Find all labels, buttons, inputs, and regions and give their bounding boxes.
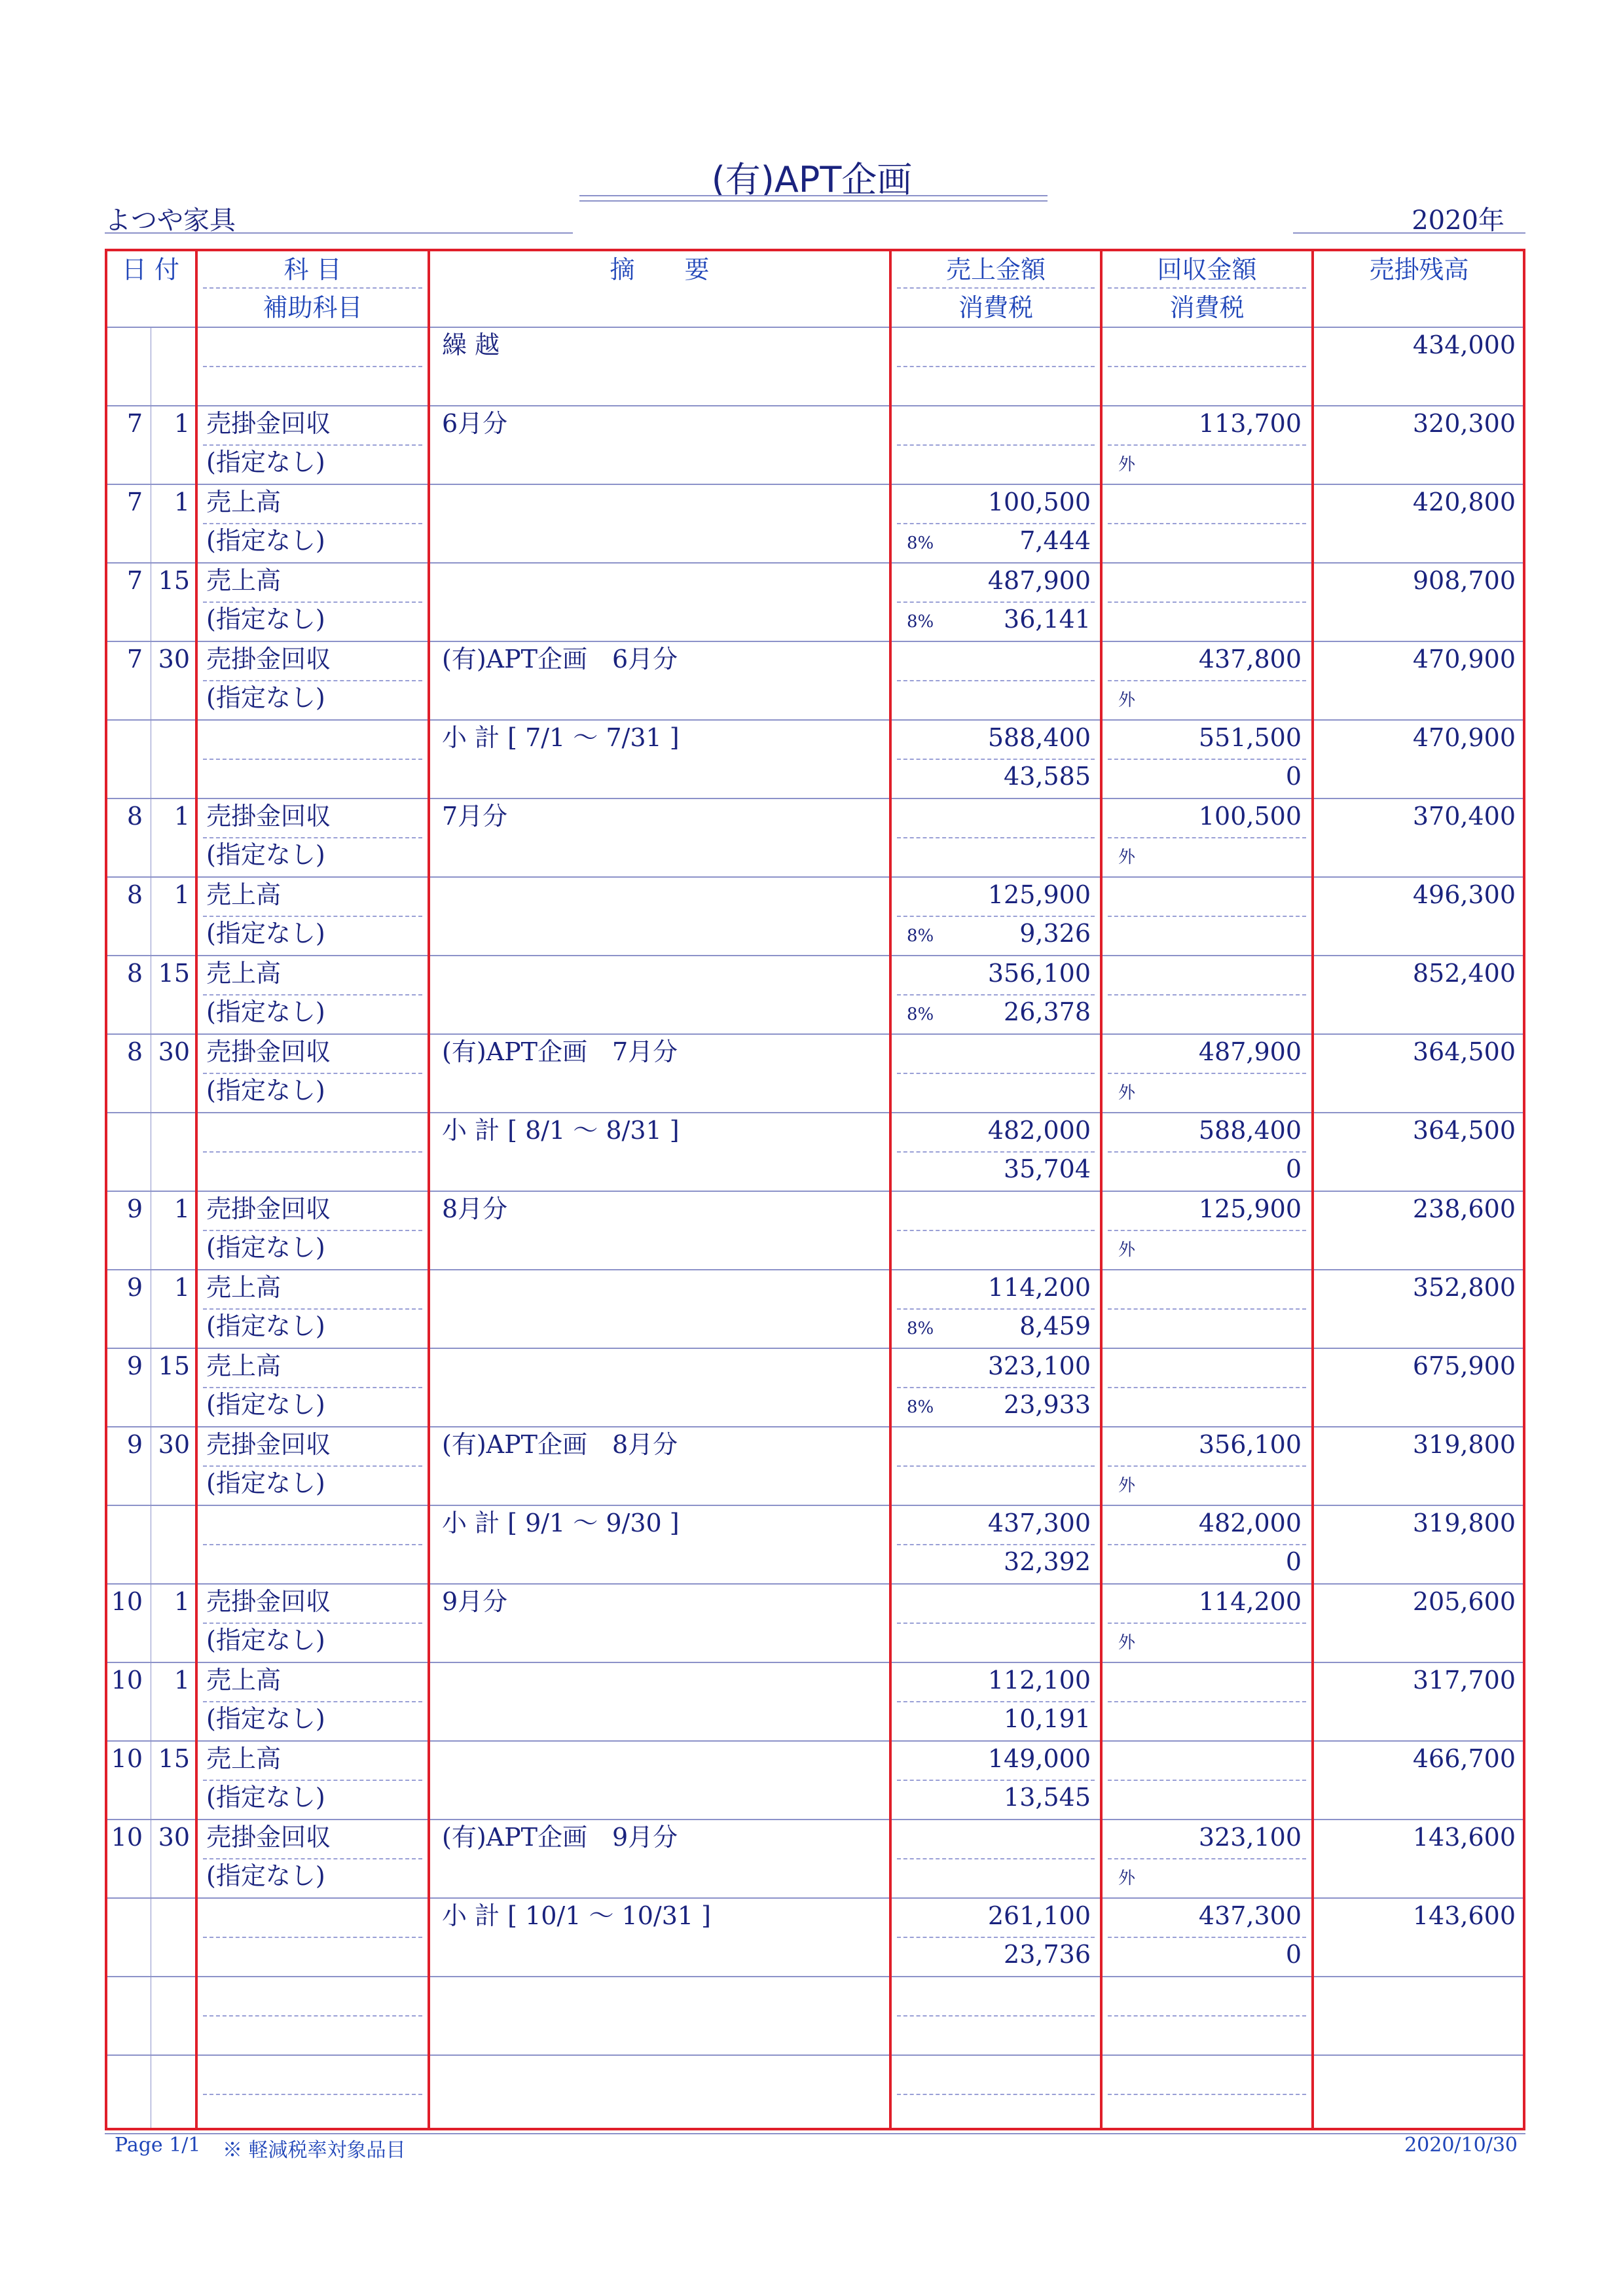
entry-collection-note: 外 <box>1118 691 1136 710</box>
entry-sales: 482,000 <box>987 1116 1091 1145</box>
document-title: (有)APT企画 <box>711 159 913 200</box>
company-name: よつや家具 <box>105 206 236 236</box>
entry-sales-tax: 35,704 <box>1004 1155 1091 1183</box>
entry-day: 1 <box>173 1273 190 1302</box>
row-dash <box>203 2094 422 2095</box>
header-sales-tax: 消費税 <box>958 293 1033 322</box>
entry-collection: 125,900 <box>1198 1194 1302 1223</box>
entry-description: 繰 越 <box>442 331 500 359</box>
entry-sales-tax: 7,444 <box>1019 526 1091 555</box>
row-dash <box>1108 1387 1306 1388</box>
entry-sales: 588,400 <box>987 723 1091 752</box>
row-dash <box>897 1858 1095 1859</box>
entry-month: 8 <box>126 1037 143 1066</box>
header-date: 日 付 <box>121 255 180 284</box>
header-collection: 回収金額 <box>1157 255 1257 284</box>
entry-balance: 319,800 <box>1412 1509 1516 1537</box>
entry-collection-tax: 0 <box>1285 1547 1302 1576</box>
row-dash <box>1108 2015 1306 2017</box>
header-dash <box>897 287 1095 289</box>
entry-day: 30 <box>158 1430 190 1459</box>
entry-account: 売上高 <box>206 1744 282 1773</box>
entry-account: 売上高 <box>206 488 282 516</box>
entry-collection-note: 外 <box>1118 1633 1136 1653</box>
entry-collection: 113,700 <box>1198 409 1302 438</box>
entry-account: 売上高 <box>206 566 282 595</box>
entry-collection-note: 外 <box>1118 848 1136 867</box>
entry-balance: 496,300 <box>1412 880 1516 909</box>
entry-account: 売上高 <box>206 1273 282 1302</box>
entry-month: 10 <box>111 1587 143 1616</box>
entry-description: (有)APT企画 8月分 <box>442 1430 678 1459</box>
entry-account: 売掛金回収 <box>206 1430 331 1459</box>
entry-day: 15 <box>158 1744 190 1773</box>
entry-day: 1 <box>173 1666 190 1695</box>
entry-month: 7 <box>126 409 143 438</box>
entry-collection: 100,500 <box>1198 802 1302 831</box>
entry-day: 30 <box>158 1037 190 1066</box>
entry-sub-account: (指定なし) <box>206 1469 325 1498</box>
entry-sales-tax: 32,392 <box>1004 1547 1091 1576</box>
row-dash <box>1108 523 1306 524</box>
entry-month: 10 <box>111 1666 143 1695</box>
company-rule <box>105 232 573 234</box>
entry-balance: 143,600 <box>1412 1901 1516 1930</box>
entry-day: 1 <box>173 409 190 438</box>
title-rule <box>579 195 1048 196</box>
entry-sales-tax: 26,378 <box>1004 997 1091 1026</box>
entry-sales-tax: 8,459 <box>1019 1312 1091 1340</box>
header-collection-tax: 消費税 <box>1169 293 1245 322</box>
row-dash <box>203 2015 422 2017</box>
header-dash <box>203 287 422 289</box>
entry-collection: 437,800 <box>1198 645 1302 673</box>
entry-day: 15 <box>158 566 190 595</box>
entry-balance: 319,800 <box>1412 1430 1516 1459</box>
column-divider <box>428 249 430 2130</box>
entry-sales: 437,300 <box>987 1509 1091 1537</box>
entry-balance: 352,800 <box>1412 1273 1516 1302</box>
entry-description: (有)APT企画 6月分 <box>442 645 678 673</box>
entry-collection-note: 外 <box>1118 1476 1136 1496</box>
entry-sales: 112,100 <box>987 1666 1091 1695</box>
entry-month: 10 <box>111 1744 143 1773</box>
entry-description: 8月分 <box>442 1194 508 1223</box>
entry-sub-account: (指定なし) <box>206 683 325 712</box>
year-rule <box>1293 232 1525 234</box>
entry-account: 売上高 <box>206 1666 282 1695</box>
entry-day: 1 <box>173 488 190 516</box>
entry-balance: 470,900 <box>1412 723 1516 752</box>
entry-tax-rate: 8% <box>907 926 934 946</box>
row-dash <box>1108 1623 1306 1624</box>
entry-balance: 470,900 <box>1412 645 1516 673</box>
entry-sub-account: (指定なし) <box>206 526 325 555</box>
entry-description: (有)APT企画 7月分 <box>442 1037 678 1066</box>
header-dash <box>1108 287 1306 289</box>
row-dash <box>897 2094 1095 2095</box>
entry-day: 1 <box>173 1194 190 1223</box>
entry-collection-note: 外 <box>1118 1869 1136 1888</box>
header-sales: 売上金額 <box>945 255 1046 284</box>
entry-day: 30 <box>158 645 190 673</box>
entry-description: (有)APT企画 9月分 <box>442 1823 678 1852</box>
entry-sales: 487,900 <box>987 566 1091 595</box>
entry-description: 小 計 [ 7/1 ～ 7/31 ] <box>442 723 680 752</box>
entry-balance: 466,700 <box>1412 1744 1516 1773</box>
entry-collection: 551,500 <box>1198 723 1302 752</box>
entry-collection-tax: 0 <box>1285 1155 1302 1183</box>
entry-account: 売掛金回収 <box>206 645 331 673</box>
row-dash <box>897 680 1095 681</box>
entry-collection-note: 外 <box>1118 1083 1136 1103</box>
row-dash <box>897 2015 1095 2017</box>
row-dash <box>1108 1230 1306 1231</box>
entry-sub-account: (指定なし) <box>206 605 325 634</box>
row-dash <box>203 1151 422 1153</box>
entry-month: 9 <box>126 1430 143 1459</box>
entry-collection: 114,200 <box>1198 1587 1302 1616</box>
entry-sub-account: (指定なし) <box>206 1861 325 1890</box>
entry-sub-account: (指定なし) <box>206 448 325 476</box>
entry-collection: 588,400 <box>1198 1116 1302 1145</box>
entry-sub-account: (指定なし) <box>206 1626 325 1655</box>
entry-tax-rate: 8% <box>907 1005 934 1024</box>
entry-month: 10 <box>111 1823 143 1852</box>
entry-day: 30 <box>158 1823 190 1852</box>
row-dash <box>897 1465 1095 1467</box>
entry-description: 9月分 <box>442 1587 508 1616</box>
entry-sales-tax: 43,585 <box>1004 762 1091 791</box>
row-dash <box>1108 1701 1306 1702</box>
entry-month: 8 <box>126 959 143 988</box>
row-dash <box>1108 994 1306 996</box>
entry-account: 売掛金回収 <box>206 1037 331 1066</box>
entry-sales: 261,100 <box>987 1901 1091 1930</box>
entry-month: 7 <box>126 488 143 516</box>
entry-description: 小 計 [ 8/1 ～ 8/31 ] <box>442 1116 680 1145</box>
row-dash <box>1108 1780 1306 1781</box>
row-dash <box>1108 2094 1306 2095</box>
row-dash <box>203 1937 422 1938</box>
header-sub-account: 補助科目 <box>263 293 363 322</box>
column-divider <box>889 249 892 2130</box>
row-dash <box>1108 680 1306 681</box>
row-dash <box>1108 366 1306 367</box>
entry-day: 15 <box>158 1352 190 1380</box>
entry-sales-tax: 9,326 <box>1019 919 1091 948</box>
entry-collection-note: 外 <box>1118 1240 1136 1260</box>
entry-account: 売掛金回収 <box>206 1823 331 1852</box>
row-dash <box>203 759 422 760</box>
entry-month: 7 <box>126 566 143 595</box>
entry-account: 売上高 <box>206 959 282 988</box>
row-dash <box>1108 601 1306 603</box>
row-dash <box>1108 1308 1306 1310</box>
entry-tax-rate: 8% <box>907 1319 934 1338</box>
entry-balance: 852,400 <box>1412 959 1516 988</box>
header-balance: 売掛残高 <box>1369 255 1469 284</box>
entry-description: 6月分 <box>442 409 508 438</box>
entry-sales-tax: 23,933 <box>1004 1390 1091 1419</box>
page-number: Page 1/1 <box>115 2134 201 2157</box>
entry-sub-account: (指定なし) <box>206 1390 325 1419</box>
entry-sales-tax: 10,191 <box>1004 1704 1091 1733</box>
entry-sales: 149,000 <box>987 1744 1091 1773</box>
entry-sub-account: (指定なし) <box>206 1312 325 1340</box>
entry-sub-account: (指定なし) <box>206 1233 325 1262</box>
entry-balance: 317,700 <box>1412 1666 1516 1695</box>
row-dash <box>203 366 422 367</box>
entry-balance: 205,600 <box>1412 1587 1516 1616</box>
entry-sales: 125,900 <box>987 880 1091 909</box>
entry-sales-tax: 13,545 <box>1004 1783 1091 1812</box>
entry-sub-account: (指定なし) <box>206 1704 325 1733</box>
entry-account: 売掛金回収 <box>206 802 331 831</box>
row-dash <box>897 1073 1095 1074</box>
entry-month: 9 <box>126 1194 143 1223</box>
entry-sales: 323,100 <box>987 1352 1091 1380</box>
entry-collection: 356,100 <box>1198 1430 1302 1459</box>
entry-sales: 356,100 <box>987 959 1091 988</box>
header-description: 摘 要 <box>610 255 710 284</box>
title-rule <box>579 200 1048 202</box>
row-dash <box>897 1230 1095 1231</box>
column-divider <box>195 249 198 2130</box>
entry-balance: 370,400 <box>1412 802 1516 831</box>
column-divider <box>1100 249 1103 2130</box>
entry-sub-account: (指定なし) <box>206 919 325 948</box>
entry-collection: 487,900 <box>1198 1037 1302 1066</box>
entry-sales: 114,200 <box>987 1273 1091 1302</box>
entry-day: 1 <box>173 802 190 831</box>
entry-month: 7 <box>126 645 143 673</box>
entry-account: 売掛金回収 <box>206 1194 331 1223</box>
entry-account: 売掛金回収 <box>206 409 331 438</box>
entry-collection: 437,300 <box>1198 1901 1302 1930</box>
entry-month: 9 <box>126 1352 143 1380</box>
row-dash <box>897 444 1095 446</box>
entry-balance: 238,600 <box>1412 1194 1516 1223</box>
ledger-table <box>105 249 1525 2130</box>
entry-month: 9 <box>126 1273 143 1302</box>
entry-description: 小 計 [ 9/1 ～ 9/30 ] <box>442 1509 680 1537</box>
entry-balance: 434,000 <box>1412 331 1516 359</box>
entry-month: 8 <box>126 880 143 909</box>
entry-sales-tax: 36,141 <box>1004 605 1091 634</box>
entry-month: 8 <box>126 802 143 831</box>
entry-description: 小 計 [ 10/1 ～ 10/31 ] <box>442 1901 711 1930</box>
entry-account: 売掛金回収 <box>206 1587 331 1616</box>
entry-balance: 143,600 <box>1412 1823 1516 1852</box>
row-dash <box>1108 1858 1306 1859</box>
entry-balance: 364,500 <box>1412 1116 1516 1145</box>
entry-sub-account: (指定なし) <box>206 1783 325 1812</box>
row-dash <box>1108 1465 1306 1467</box>
row-dash <box>897 366 1095 367</box>
entry-balance: 364,500 <box>1412 1037 1516 1066</box>
entry-account: 売上高 <box>206 880 282 909</box>
entry-day: 15 <box>158 959 190 988</box>
entry-tax-rate: 8% <box>907 533 934 553</box>
row-dash <box>203 1544 422 1545</box>
footer-note: ※ 軽減税率対象品目 <box>223 2139 406 2162</box>
entry-sub-account: (指定なし) <box>206 1076 325 1105</box>
entry-day: 1 <box>173 1587 190 1616</box>
entry-collection-tax: 0 <box>1285 1940 1302 1969</box>
entry-collection: 482,000 <box>1198 1509 1302 1537</box>
entry-tax-rate: 8% <box>907 612 934 632</box>
entry-balance: 675,900 <box>1412 1352 1516 1380</box>
header-account: 科 目 <box>283 255 342 284</box>
row-dash <box>897 1623 1095 1624</box>
entry-balance: 908,700 <box>1412 566 1516 595</box>
entry-day: 1 <box>173 880 190 909</box>
print-date: 2020/10/30 <box>1404 2134 1518 2157</box>
entry-account: 売上高 <box>206 1352 282 1380</box>
entry-sub-account: (指定なし) <box>206 997 325 1026</box>
row-dash <box>1108 837 1306 838</box>
row-dash <box>897 837 1095 838</box>
column-divider <box>1311 249 1314 2130</box>
entry-collection-note: 外 <box>1118 455 1136 475</box>
entry-tax-rate: 8% <box>907 1397 934 1417</box>
entry-sub-account: (指定なし) <box>206 840 325 869</box>
year-label: 2020年 <box>1412 206 1504 236</box>
entry-sales: 100,500 <box>987 488 1091 516</box>
entry-sales-tax: 23,736 <box>1004 1940 1091 1969</box>
entry-balance: 420,800 <box>1412 488 1516 516</box>
row-dash <box>1108 916 1306 917</box>
row-dash <box>1108 1073 1306 1074</box>
entry-collection-tax: 0 <box>1285 762 1302 791</box>
entry-balance: 320,300 <box>1412 409 1516 438</box>
row-dash <box>1108 444 1306 446</box>
entry-description: 7月分 <box>442 802 508 831</box>
entry-collection: 323,100 <box>1198 1823 1302 1852</box>
